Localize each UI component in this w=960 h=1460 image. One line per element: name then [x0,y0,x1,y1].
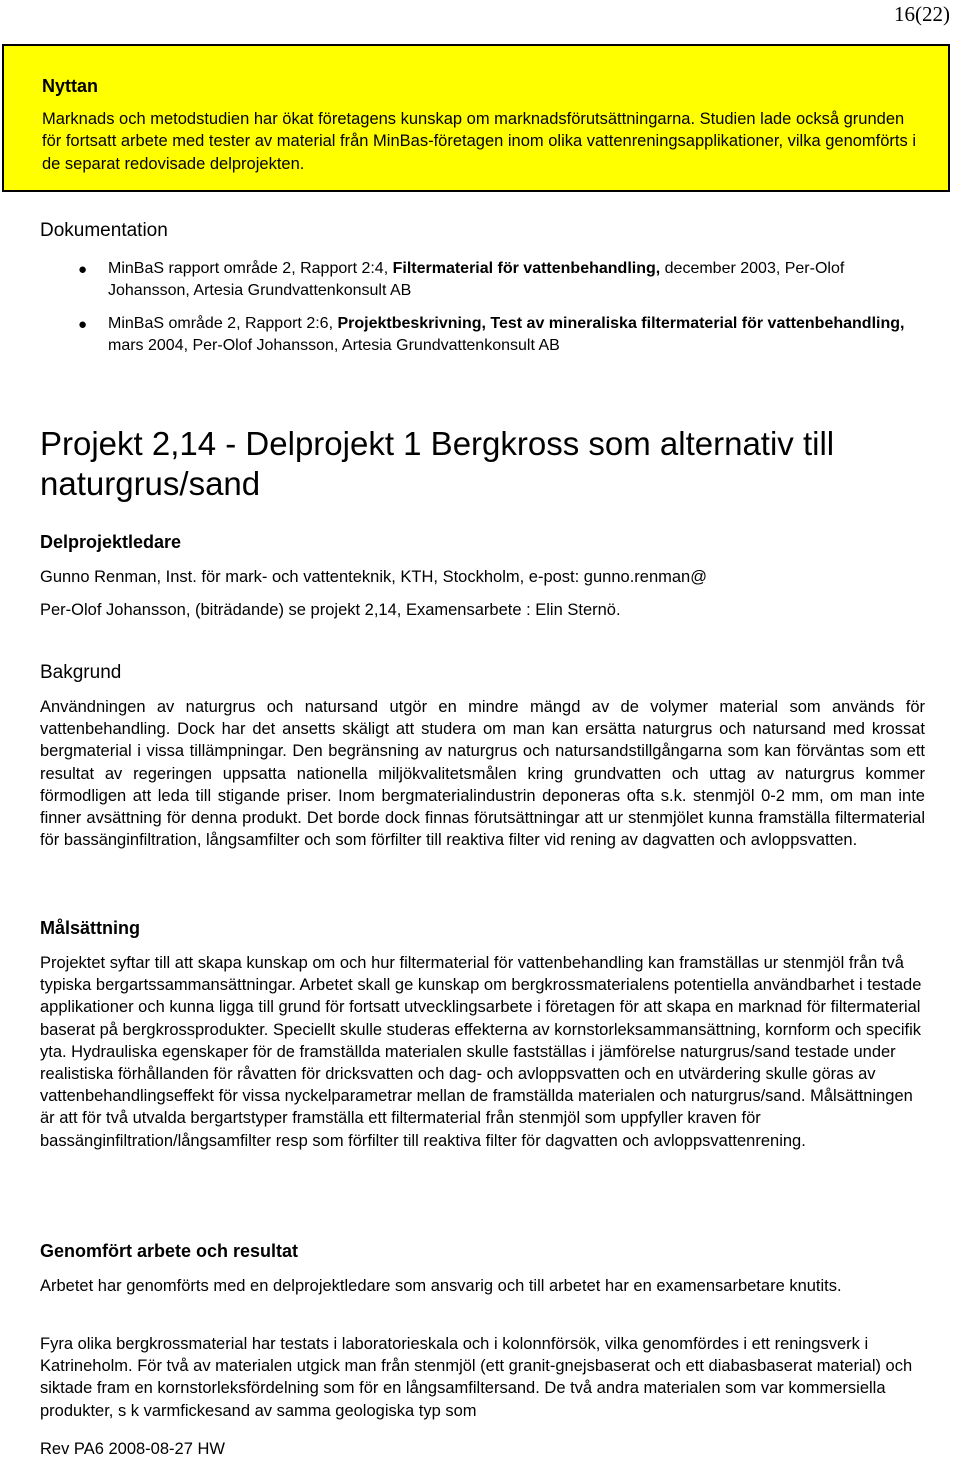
malsattning-text: Projektet syftar till att skapa kunskap om och hur filtermaterial för vattenbehandling kan framställas ur stenmjöl från två typiska bergartssammansättningar. Arbetet skall ge kunskap om bergkrossmaterialens potentiella användbarhet i testade applikationer och kunna ligga till grund för fortsatt utvecklingsarbete i företagen för att skapa en marknad för filtermaterial baserat på bergkrossprodukter. Speciellt skulle studeras effekterna av kornstorleksammansättning, kornform och specifik yta. Hydrauliska egenskaper för de framställda materialen skulle fastställas i jämförelse naturgrus/sand testade under realistiska förhållanden för råvatten för dricksvatten och dag- och avloppsvatten och en utvärdering skulle göras av vattenbehandlingseffekt för vissa nyckelparametrar mellan de framställda materialen och naturgrus/sand. Målsättningen är att för två utvalda bergartstyper framställa ett filtermaterial från stenmjöl som uppfyller kraven för bassänginfiltration/långsamfilter resp som förfilter till reaktiva filter för dagvatten och avloppsvattenrening. [40,954,922,1150]
nyttan-heading: Nyttan [42,76,99,96]
item-1-title: Filtermaterial för vattenbehandling, [392,260,661,277]
project-title: Projekt 2,14 - Delprojekt 1 Bergkross som alternativ till naturgrus/sand [40,425,835,502]
leader-line-1: Gunno Renman, Inst. för mark- och vattenteknik, KTH, Stockholm, e-post: gunno.renman@ [40,568,707,586]
genomfort-para-2: Fyra olika bergkrossmaterial har testats i laboratorieskala och i kolonnförsök, vilka genomfördes i ett reningsverk i Katrineholm. För två av materialen utgick man från stenmjöl (ett granit-gnejsbaserat och ett diabasbaserat material) och siktade fram en kornstorleksfördelning som för en långsamfiltersand. De två andra materialen som var kommersiella produkter, s k varmfickesand av samma geologiska typ som [40,1335,913,1420]
genomfort-para-1: Arbetet har genomförts med en delprojektledare som ansvarig och till arbetet har en examensarbetare knutits. [40,1277,842,1295]
nyttan-text: Marknads och metodstudien har ökat företagens kunskap om marknadsförutsättningarna. Studien lade också grunden för fortsatt arbete med tester av material från MinBas-företagen inom olika vattenreningsapplikationer, vilka genomförts i de separat redovisade delprojekten. [42,110,917,173]
item-1-suffix: december 2003, Per-Olof Johansson, Artesia Grundvattenkonsult AB [108,260,845,300]
bullet-icon: ● [78,261,88,278]
delprojektledare-heading: Delprojektledare [40,532,182,552]
page-number: 16(22) [894,2,950,26]
item-1-prefix: MinBaS rapport område 2, Rapport 2:4, [108,260,393,277]
item-2-suffix: mars 2004, Per-Olof Johansson, Artesia Grundvattenkonsult AB [108,337,560,355]
dokumentation-item-1 [108,258,908,303]
nyttan-box [2,44,950,192]
leader-line-2: Per-Olof Johansson, (biträdande) se projekt 2,14, Examensarbete : Elin Sternö. [40,601,621,619]
item-2-title: Projektbeskrivning, Test av mineraliska filtermaterial för vattenbehandling, [337,315,905,332]
footer-revision: Rev PA6 2008-08-27 HW [40,1440,225,1458]
dokumentation-heading: Dokumentation [40,220,168,241]
genomfort-heading: Genomfört arbete och resultat [40,1241,299,1261]
bakgrund-heading: Bakgrund [40,662,122,683]
dokumentation-item-2 [108,313,908,358]
item-2-prefix: MinBaS område 2, Rapport 2:6, [108,315,338,332]
bullet-icon: ● [78,316,88,333]
bakgrund-text: Användningen av naturgrus och natursand utgör en mindre mängd av de volymer material som används för vattenbehandling. Dock har det ansetts skäligt att studera om man kan ersätta naturgrus och natursand med krossat bergmaterial i vissa tillämpningar. Den begränsning av naturgrus och natursandstillgångarna som kan förväntas som ett resultat av regeringen uppsatta nationella miljökvalitetsmålen kring grundvatten och uttag av naturgrus kommer förmodligen att leda till stigande priser. Inom bergmaterialindustrin deponeras ofta s.k. stenmjöl 0-2 mm, om man inte finner avsättning för denna produkt. Det borde dock finnas förutsättningar att ur stenmjölet kunna framställa filtermaterial för bassänginfiltration, långsamfilter och som förfilter till reaktiva filter vid rening av dagvatten och avloppsvatten. [40,698,925,850]
malsattning-heading: Målsättning [40,918,141,938]
